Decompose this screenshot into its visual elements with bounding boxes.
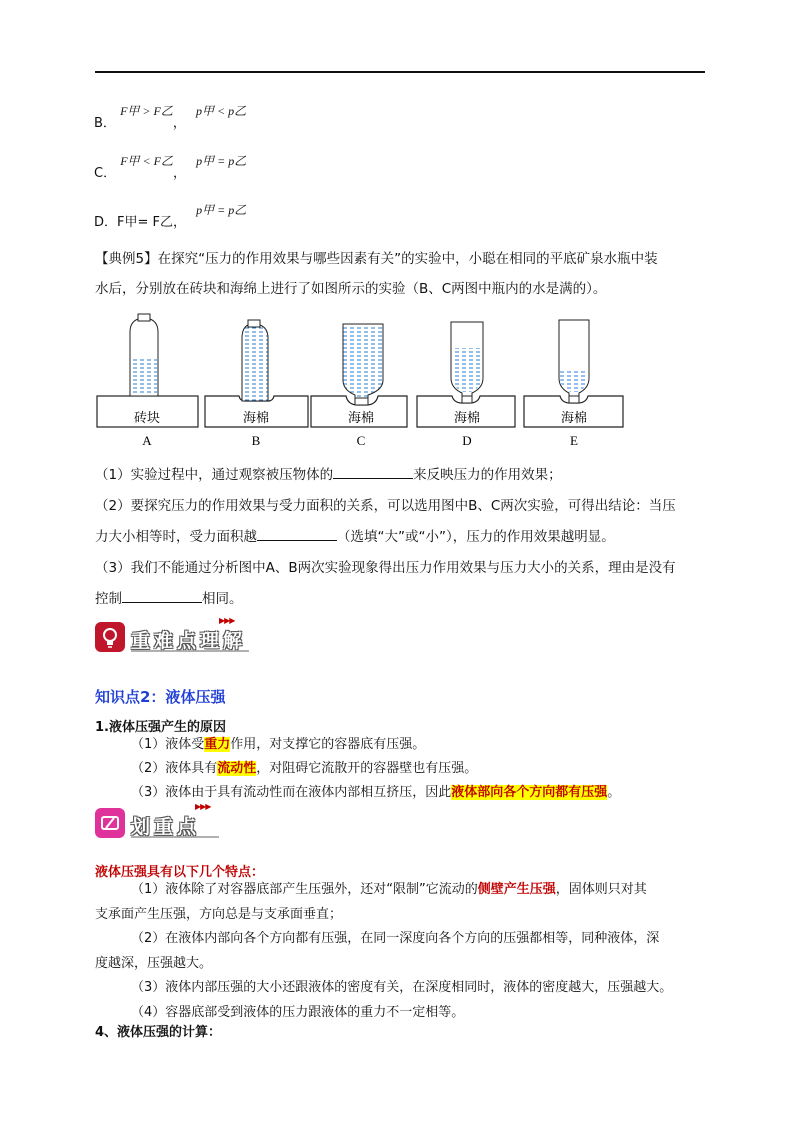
option-expr: p甲 < p乙 xyxy=(195,104,247,118)
option-letter: B． xyxy=(94,116,116,131)
option-d xyxy=(94,203,247,230)
header-rule xyxy=(95,71,705,73)
cause-item-1 xyxy=(131,733,711,757)
text-span: （1）液体除了对容器底部产生压强外，还对“限制”它流动的 xyxy=(131,882,478,897)
sponge-label: 海棉 xyxy=(242,410,270,425)
cause-list xyxy=(131,733,711,805)
difficult-points-banner xyxy=(95,616,255,656)
figure-letter: C xyxy=(356,433,366,448)
arrows-icon: ▶▶▶ xyxy=(195,802,211,811)
feature-1 xyxy=(95,878,710,903)
banner-title: 划重点 xyxy=(131,816,201,838)
figure-letter: D xyxy=(462,433,472,448)
sponge-label: 海棉 xyxy=(560,410,588,425)
answer-blank[interactable] xyxy=(333,464,413,479)
text-span: 作用，对支撑它的容器底有压强。 xyxy=(230,737,426,752)
lightbulb-icon xyxy=(95,622,125,652)
highlight: 液体部向各个方向都有压强 xyxy=(451,785,608,800)
option-expr: F甲 < F乙 xyxy=(120,154,173,168)
banner-title: 重难点理解 xyxy=(131,630,247,652)
option-letter: C． xyxy=(94,166,117,181)
cause-item-3 xyxy=(131,781,711,805)
highlight: 重力 xyxy=(204,737,231,752)
emphasis: 侧壁产生压强 xyxy=(477,882,556,897)
text-span: 来反映压力的作用效果； xyxy=(413,467,562,483)
setup-e xyxy=(524,320,623,448)
text-line: 水后，分别放在砖块和海绵上进行了如图所示的实验（B、C两图中瓶内的水是满的）。 xyxy=(95,281,607,297)
figure-letter: A xyxy=(142,433,152,448)
calc-heading: 4、液体压强的计算： xyxy=(95,1025,222,1040)
text-span: 控制 xyxy=(95,591,122,607)
bottle-cap xyxy=(355,398,368,405)
question-2-cont xyxy=(95,522,710,553)
answer-blank[interactable] xyxy=(122,588,202,603)
bottle-cap xyxy=(138,314,150,321)
setup-a xyxy=(97,314,198,448)
question-3: （3）我们不能通过分析图中A、B两次实验现象得出压力作用效果与压力大小的关系，理由是没有 xyxy=(95,560,676,576)
subsection-title: 1.液体压强产生的原因 xyxy=(95,720,226,735)
bottle-cap xyxy=(462,396,472,403)
text-span: ，对阻碍它流散开的容器壁也有压强。 xyxy=(256,761,478,776)
figure-letter: B xyxy=(251,433,261,448)
option-letter: D．F甲= F乙， xyxy=(94,215,186,230)
water xyxy=(452,348,482,392)
features-list xyxy=(95,878,710,1046)
question-3-cont xyxy=(95,584,710,615)
bottle-cap xyxy=(248,320,260,327)
text-line: 【典例5】在探究“压力的作用效果与哪些因素有关”的实验中，小聪在相同的平底矿泉水瓶中装 xyxy=(95,251,658,267)
answer-blank[interactable] xyxy=(257,526,337,541)
text-span: 力大小相等时，受力面积越 xyxy=(95,529,257,545)
text-span: 相同。 xyxy=(202,591,243,607)
question-1 xyxy=(95,460,710,491)
text-span: （2）液体具有 xyxy=(131,761,218,776)
question-2: （2）要探究压力的作用效果与受力面积的关系，可以选用图中B、C两次实验，可得出结论：当压 xyxy=(95,498,676,514)
sponge-label: 海棉 xyxy=(453,410,481,425)
text-span: （选填“大”或“小”），压力的作用效果越明显。 xyxy=(337,529,615,545)
feature-2-cont: 度越深，压强越大。 xyxy=(95,955,213,971)
option-expr: p甲 = p乙 xyxy=(196,154,247,168)
text-span: （1）实验过程中，通过观察被压物体的 xyxy=(95,467,334,483)
text-span: ，固体则只对其 xyxy=(555,882,647,897)
feature-4: （4）容器底部受到液体的压力跟液体的重力不一定相等。 xyxy=(131,1004,465,1020)
option-expr: F甲 > F乙 xyxy=(120,104,173,118)
option-c xyxy=(94,154,247,181)
text-span: 。 xyxy=(607,785,621,800)
experiment-figure xyxy=(90,310,650,452)
features-heading: 液体压强具有以下几个特点： xyxy=(95,865,265,880)
cause-item-2 xyxy=(131,757,711,781)
figure-letter: E xyxy=(570,433,578,448)
feature-2: （2）在液体内部向各个方向都有压强，在同一深度向各个方向的压强都相等，同种液体，深 xyxy=(131,931,660,946)
option-sep: ， xyxy=(172,116,186,131)
option-expr: p甲 = p乙 xyxy=(196,203,247,217)
option-b xyxy=(94,104,247,131)
text-span: （3）液体由于具有流动性而在液体内部相互挤压，因此 xyxy=(131,785,452,800)
example5-questions xyxy=(95,460,710,615)
sponge-label: 海棉 xyxy=(347,410,375,425)
bottle-c xyxy=(343,324,383,398)
feature-1-cont: 支承面产生压强，方向总是与支承面垂直； xyxy=(95,906,343,922)
text-span: （1）液体受 xyxy=(131,737,205,752)
setup-c xyxy=(311,324,407,448)
brick-label: 砖块 xyxy=(133,410,161,425)
bottle-b xyxy=(242,320,268,401)
setup-b xyxy=(205,320,308,448)
water xyxy=(131,358,157,395)
option-sep: ， xyxy=(172,166,186,181)
feature-3: （3）液体内部压强的大小还跟液体的密度有关，在深度相同时，液体的密度越大，压强越大。 xyxy=(131,980,673,995)
section-title: 知识点2：液体压强 xyxy=(95,688,226,706)
arrows-icon: ▶▶▶ xyxy=(219,616,235,625)
setup-d xyxy=(417,322,515,448)
bottle-cap xyxy=(569,396,579,403)
highlighter-icon xyxy=(95,808,125,838)
highlight: 流动性 xyxy=(217,761,257,776)
example5-text xyxy=(95,244,710,304)
key-points-banner xyxy=(95,802,235,842)
